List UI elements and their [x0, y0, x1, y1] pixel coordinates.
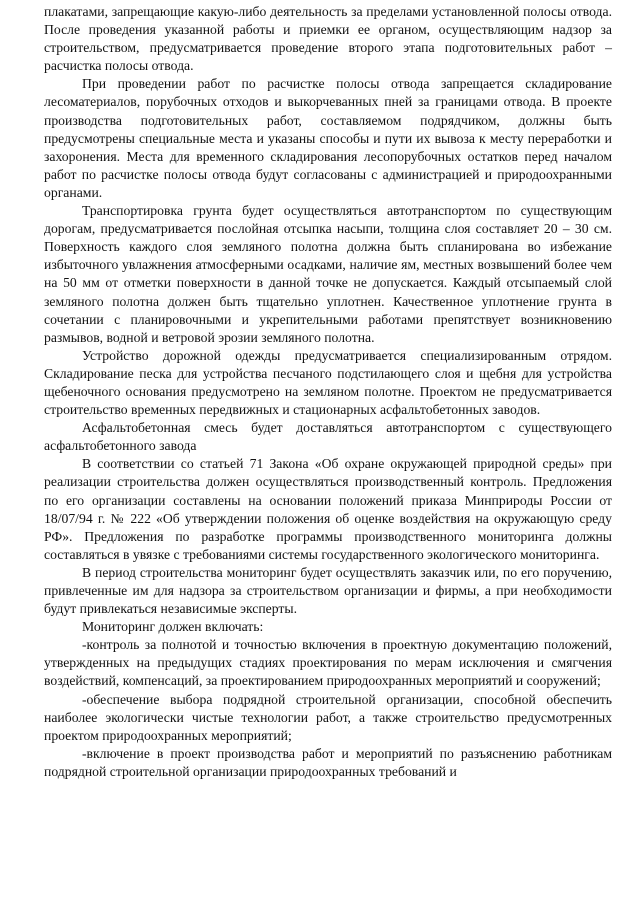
- paragraph-11: -включение в проект производства работ и мероприятий по разъяснению работникам подрядной строительной организации природоохранных требований и: [44, 745, 612, 779]
- paragraph-1: плакатами, запрещающие какую-либо деятельность за пределами установленной полосы отвода. После проведения указанной работы и приемки ее органом, осуществляющим надзор за строительством, предусматривается проведение второго этапа подготовительных работ – расчистка полосы отвода.: [44, 4, 612, 74]
- paragraph-3: Транспортировка грунта будет осуществляться автотранспортом по существующим дорогам, предусматривается послойная отсыпка насыпи, толщина слоя составляет 20 – 30 см. Поверхность каждого слоя земляного полотна должна быть спланирована во избежание избыточного увлажнения атмосферными осадками, наличие ям, местных возвышений более чем на 50 мм от отметки поверхности в данной точке не допускается. Каждый отсыпаемый слой земляного полотна должен быть тщательно уплотнен. Качественное уплотнение грунта в сочетании с планировочными и укрепительными работами препятствует возникновению размывов, водной и ветровой эрозии земляного полотна.: [44, 203, 612, 345]
- paragraph-2: При проведении работ по расчистке полосы отвода запрещается складирование лесоматериалов, порубочных отходов и выкорчеванных пней за границами отвода. В проекте производства подготовительных работ, составляемом подрядчиком, должны быть предусмотрены специальные места и указаны способы и пути их вывоза к месту переработки и захоронения. Места для временного складирования лесопорубочных остатков перед началом работ по расчистке полосы отвода будут согласованы с администрацией и природоохранными органами.: [44, 76, 612, 200]
- paragraph-5: Асфальтобетонная смесь будет доставляться автотранспортом с существующего асфальтобетонного завода: [44, 420, 612, 454]
- paragraph-8: Мониторинг должен включать:: [82, 619, 264, 635]
- paragraph-6: В соответствии со статьей 71 Закона «Об охране окружающей природной среды» при реализации строительства должен осуществляться производственный контроль. Предложения по его организации составлены на основании положений приказа Минприроды России от 18/07/94 г. № 222 «Об утверждении положения об оценке воздействия на окружающую среду РФ». Предложения по разработке программы производственного мониторинга должны составляться в увязке с требованиями системы государственного экологического мониторинга.: [44, 456, 612, 562]
- document-page: [44, 3, 612, 781]
- paragraph-4: Устройство дорожной одежды предусматривается специализированным отрядом. Складирование песка для устройства песчаного подстилающего слоя и щебня для устройства щебеночного основания предусмотрено на земляном полотне. Проектом не предусматривается строительство временных передвижных и стационарных асфальтобетонных заводов.: [44, 347, 612, 418]
- paragraph-9: -контроль за полнотой и точностью включения в проектную документацию положений, утвержденных на предыдущих стадиях проектирования по мерам исключения и смягчения воздействий, компенсаций, за проектированием природоохранных мероприятий и сооружений;: [44, 637, 612, 689]
- paragraph-7: В период строительства мониторинг будет осуществлять заказчик или, по его поручению, привлеченные им для надзора за строительством организации и фирмы, а при необходимости будут привлекаться независимые эксперты.: [44, 564, 612, 617]
- paragraph-10: -обеспечение выбора подрядной строительной организации, способной обеспечить наиболее экологически чистые технологии работ, а также строительство предусмотренных проектом природоохранных мероприятий;: [44, 691, 612, 743]
